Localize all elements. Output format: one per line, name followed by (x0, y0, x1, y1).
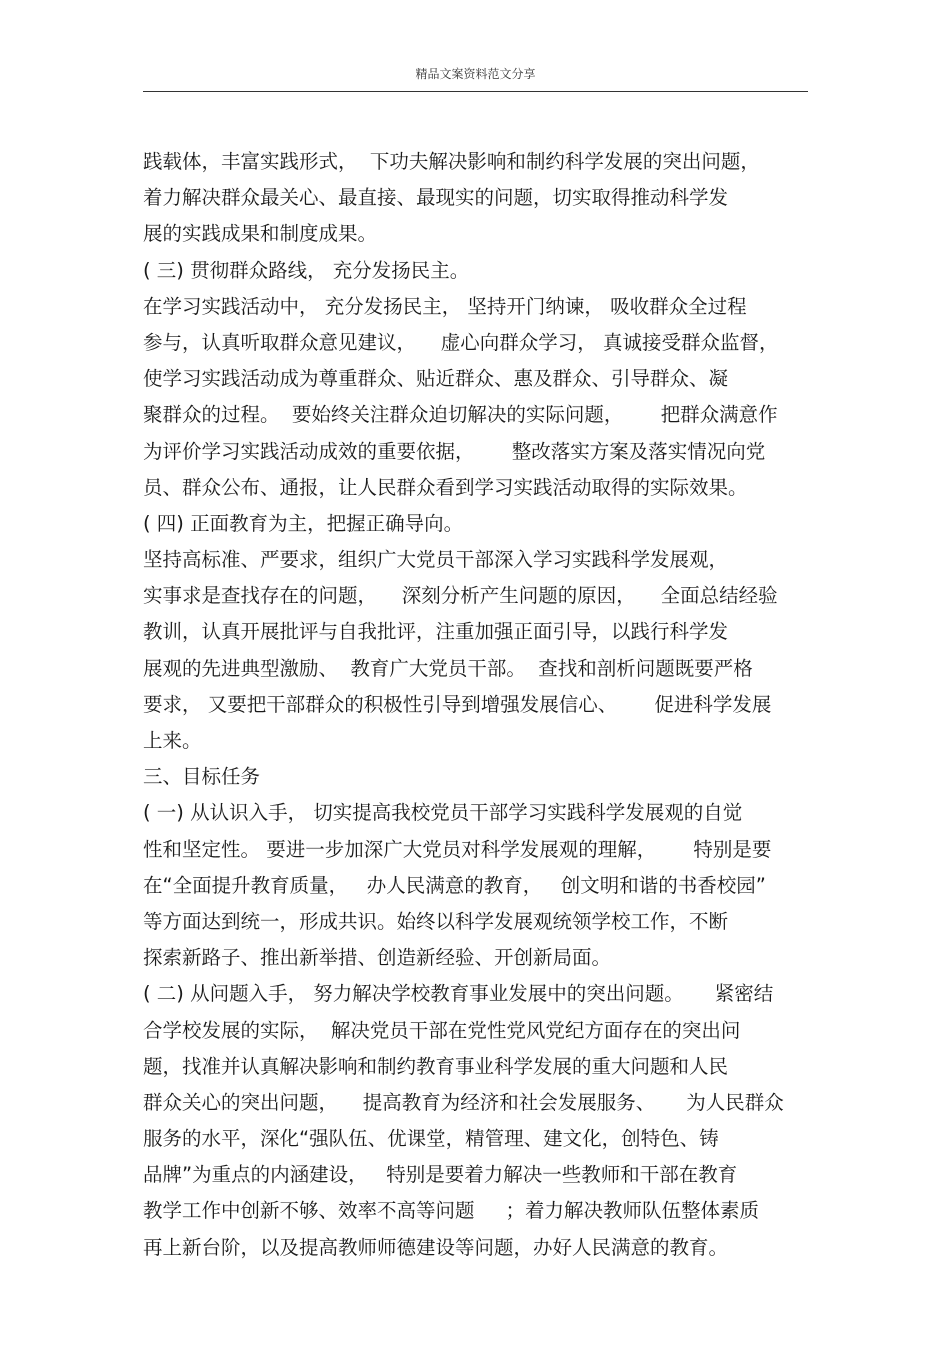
text-line: 要求， 又要把干部群众的积极性引导到增强发展信心、 促进科学发展 (143, 692, 772, 716)
text-line: 为评价学习实践活动成效的重要依据， 整改落实方案及落实情况向党 (143, 439, 766, 463)
text-line: 性和坚定性。 要进一步加深广大党员对科学发展观的理解， 特别是要 (143, 837, 772, 861)
text-line: 再上新台阶，以及提高教师师德建设等问题，办好人民满意的教育。 (143, 1235, 729, 1259)
text-line: 等方面达到统一，形成共识。始终以科学发展观统领学校工作，不断 (143, 909, 729, 933)
text-line: 使学习实践活动成为尊重群众、贴近群众、惠及群众、引导群众、凝 (143, 367, 729, 391)
text-line: 探索新路子、推出新举措、创造新经验、开创新局面。 (143, 946, 612, 970)
text-line: 实事求是查找存在的问题， 深刻分析产生问题的原因， 全面总结经验 (143, 584, 778, 608)
document-body (143, 144, 813, 1266)
text-line: ( 二) 从问题入手， 努力解决学校教育事业发展中的突出问题。 紧密结 (143, 982, 774, 1006)
text-line: 聚群众的过程。 要始终关注群众迫切解决的实际问题， 把群众满意作 (143, 403, 778, 427)
text-line: 教训，认真开展批评与自我批评，注重加强正面引导，以践行科学发 (143, 620, 729, 644)
text-line: ( 一) 从认识入手， 切实提高我校党员干部学习实践科学发展观的自觉 (143, 801, 743, 825)
text-line: 展的实践成果和制度成果。 (143, 222, 378, 246)
text-line: 合学校发展的实际， 解决党员干部在党性党风党纪方面存在的突出问 (143, 1018, 741, 1042)
text-line: 品牌”为重点的内涵建设， 特别是要着力解决一些教师和干部在教育 (143, 1163, 738, 1187)
text-line: 服务的水平，深化“强队伍、优课堂，精管理、建文化，创特色、铸 (143, 1127, 719, 1151)
text-line: 上来。 (143, 729, 202, 752)
section-heading: ( 四) 正面教育为主，把握正确导向。 (143, 511, 464, 535)
text-line: 教学工作中创新不够、效率不高等问题 ；着力解决教师队伍整体素质 (143, 1199, 759, 1223)
text-line: 践载体，丰富实践形式， 下功夫解决影响和制约科学发展的突出问题， (143, 150, 760, 173)
text-line: 在学习实践活动中， 充分发扬民主， 坚持开门纳谏， 吸收群众全过程 (143, 294, 747, 318)
text-line: 着力解决群众最关心、最直接、最现实的问题，切实取得推动科学发 (143, 186, 729, 210)
page-header: 精品文案资料范文分享 (415, 67, 536, 81)
text-line: 坚持高标准、严要求，组织广大党员干部深入学习实践科学发展观， (143, 548, 729, 572)
text-line: 员、群众公布、通报，让人民群众看到学习实践活动取得的实际效果。 (143, 475, 748, 499)
text-line: 参与，认真听取群众意见建议， 虚心向群众学习， 真诚接受群众监督， (143, 330, 779, 354)
text-line: 展观的先进典型激励、 教育广大党员干部。 查找和剖析问题既要严格 (143, 656, 753, 680)
text-line: 在“全面提升教育质量， 办人民满意的教育， 创文明和谐的书香校园” (143, 873, 766, 897)
section-heading: ( 三) 贯彻群众路线， 充分发扬民主。 (143, 258, 470, 282)
section-heading: 三、目标任务 (143, 765, 261, 789)
text-line: 题，找准并认真解决影响和制约教育事业科学发展的重大问题和人民 (143, 1054, 729, 1078)
text-line: 群众关心的突出问题， 提高教育为经济和社会发展服务、 为人民群众 (143, 1090, 784, 1114)
header-divider (143, 91, 808, 92)
